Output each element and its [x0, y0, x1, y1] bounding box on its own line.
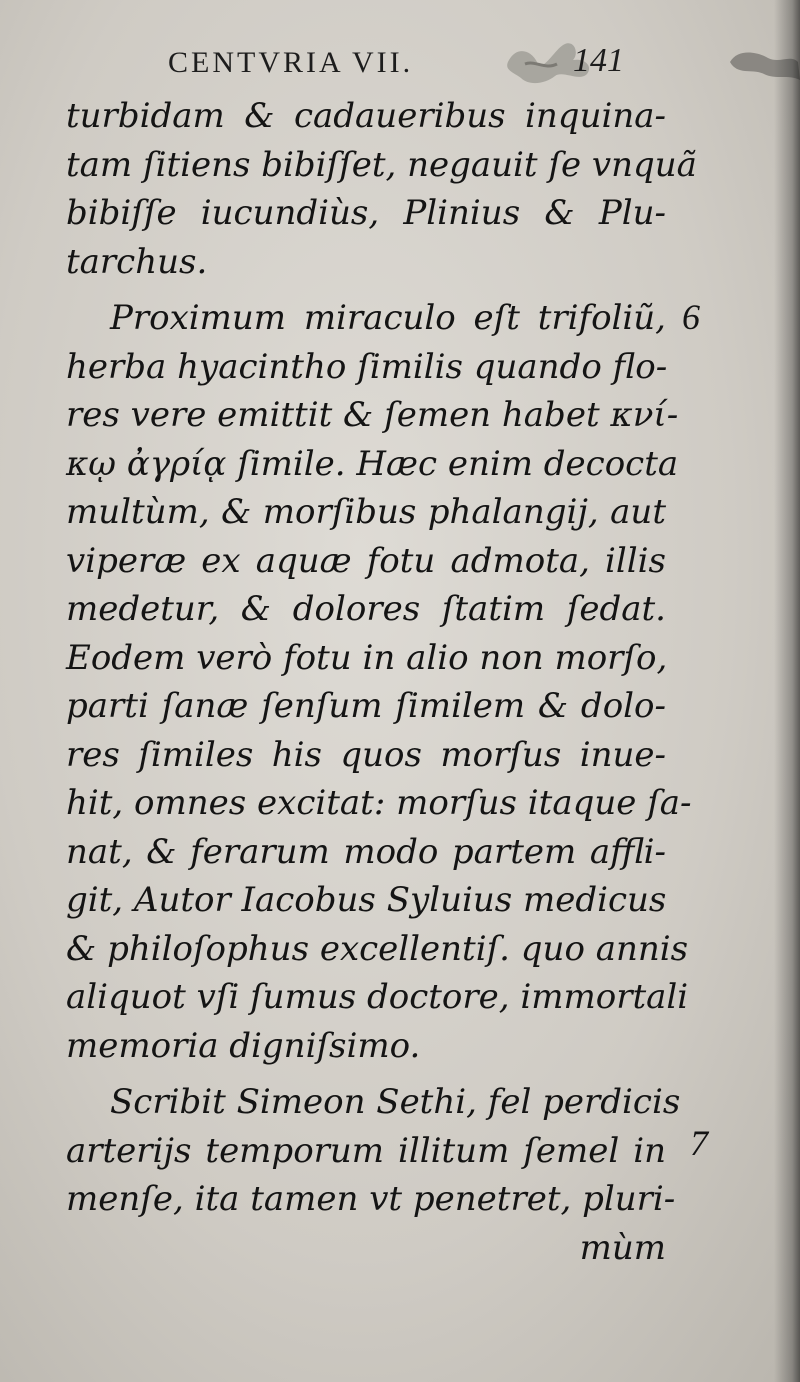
body-text: [66, 92, 697, 1272]
text-line: tarchus.: [66, 241, 208, 282]
text-line: tam ſitiens bibiſſet, negauit ſe vnquã: [66, 144, 697, 185]
page-number: 141: [573, 42, 624, 79]
text-line: Eodem verò fotu in alio non morſo,: [66, 637, 668, 678]
text-line: multùm, & morſibus phalangij, aut: [66, 492, 666, 532]
text-line: res ſimiles his quos morſus inue-: [66, 734, 666, 775]
text-line: memoria digniſsimo.: [66, 1025, 421, 1066]
page-header: [168, 42, 688, 86]
text-line: aliquot vſi ſumus doctore, immortali: [66, 977, 689, 1017]
margin-note: 7: [690, 1123, 708, 1163]
text-line: hit, omnes excitat: morſus itaque ſa-: [66, 783, 692, 823]
text-line: Scribit Simeon Sethi, fel perdicis: [110, 1082, 681, 1122]
text-line: menſe, ita tamen vt penetret, pluri-: [66, 1179, 676, 1219]
catchword: mùm: [579, 1227, 666, 1268]
text-line: nat, & ferarum modo partem affli-: [66, 831, 666, 872]
text-line: κῳ ἀγρίᾳ ſimile. Hæc enim decocta: [66, 443, 679, 484]
running-title: CENTVRIA VII.: [168, 46, 414, 79]
paper-stain: [728, 44, 800, 84]
text-line: herba hyacintho ſimilis quando flo-: [66, 346, 668, 387]
text-line: bibiſſe iucundiùs, Plinius & Plu-: [66, 193, 666, 233]
margin-note: 6: [682, 297, 700, 337]
text-line: arterijs temporum illitum ſemel in: [66, 1130, 666, 1171]
text-line: & philoſophus excellentiſ. quo annis: [66, 928, 689, 969]
text-line: viperæ ex aquæ fotu admota, illis: [66, 540, 666, 581]
text-line: parti ſanæ ſenſum ſimilem & dolo-: [66, 686, 666, 726]
text-line: turbidam & cadaueribus inquina-: [66, 96, 666, 136]
text-line: Proximum miraculo eſt trifoliũ,: [110, 298, 666, 338]
text-line: medetur, & dolores ſtatim ſedat.: [66, 589, 666, 629]
text-line: git, Autor Iacobus Syluius medicus: [66, 880, 667, 920]
text-line: res vere emittit & ſemen habet κνί-: [66, 395, 679, 435]
